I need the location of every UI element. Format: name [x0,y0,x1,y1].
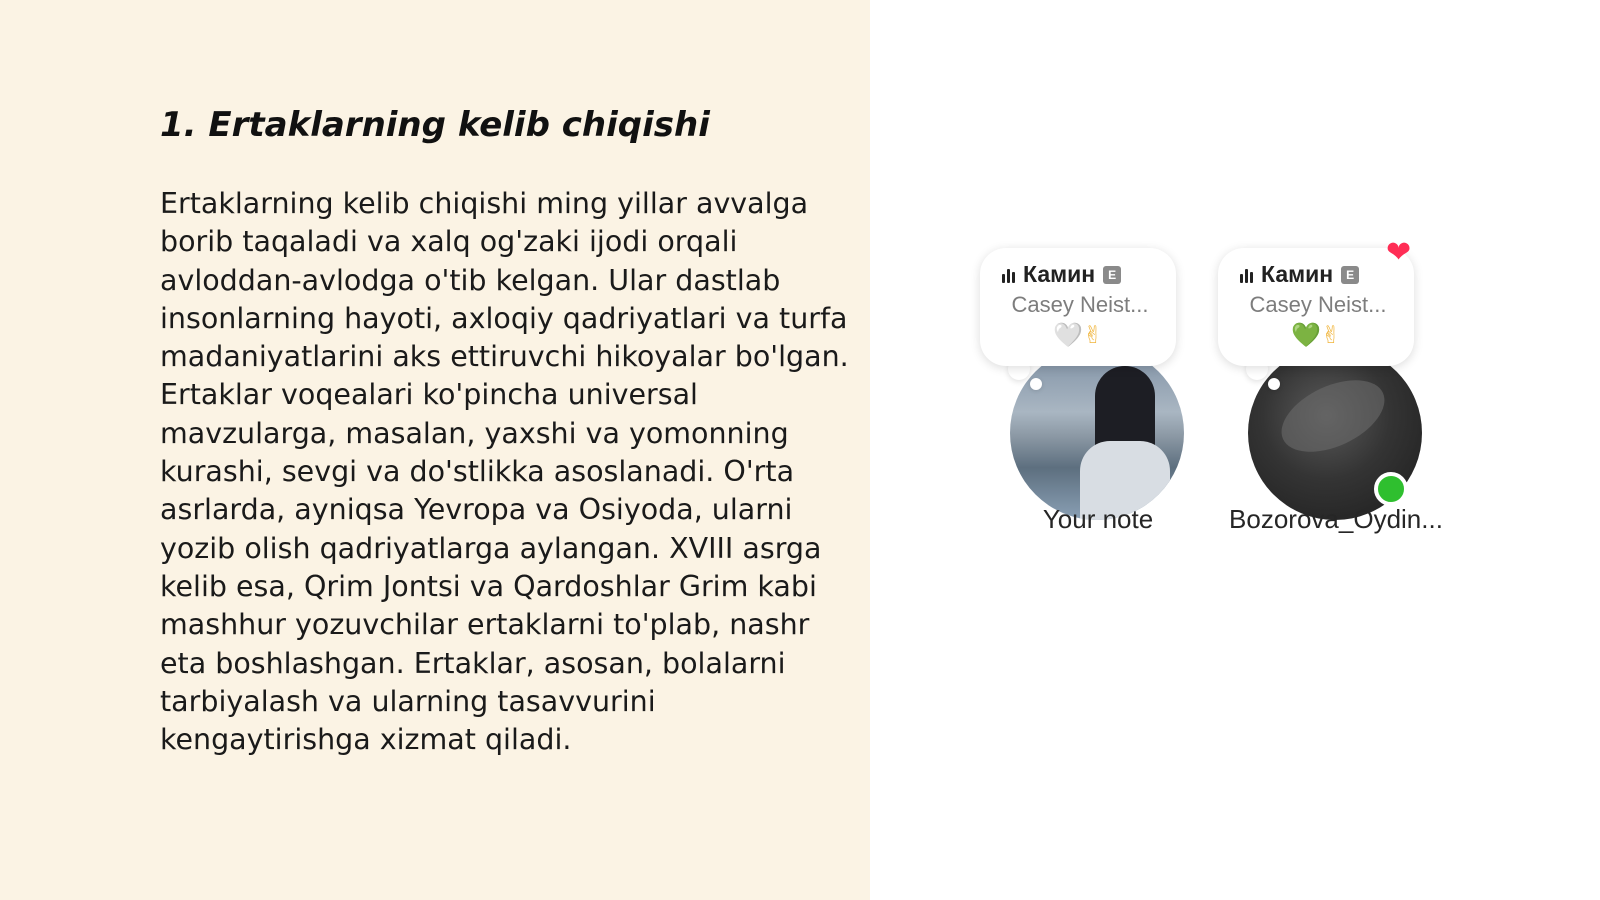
online-status-icon [1374,472,1408,506]
avatar[interactable] [1010,346,1184,520]
avatar-shape [1270,366,1395,467]
explicit-icon: E [1341,266,1359,284]
note-card-friend[interactable] [1218,235,1454,568]
explicit-icon: E [1103,266,1121,284]
section-heading: 1. Ertaklarning kelib chiqishi [160,105,710,145]
song-row [1002,261,1121,288]
song-title: Камин [1023,261,1096,287]
section-body: Ertaklarning kelib chiqishi ming yillar avvalga borib taqaladi va xalq og'zaki ijodi orqali avloddan-avlodga o'tib kelgan. Ular dastlab insonlarning hayoti, axloqiy qadriyatlari va turfa madaniyatlarini aks ettiruvchi hikoyalar bo'lgan. Ertaklar voqealari ko'pincha universal mavzularga, masalan, yaxshi va yomonning kurashi, sevgi va do'stlikka asoslanadi. O'rta asrlarda, ayniqsa Yevropa va Osiyoda, ularni yozib olish qadriyatlarga aylangan. XVIII asrga kelib esa, Qrim Jontsi va Qardoshlar Grim kabi mashhur yozuvchilar ertaklarni to'plab, nashr eta boshlashgan. Ertaklar, asosan, bolalarni tarbiyalash va ularning tasavvurini kengaytirishga xizmat qiladi. [160,187,849,757]
song-row [1240,261,1359,288]
equalizer-icon [1240,267,1253,283]
victory-hand-icon: ✌ [1320,321,1341,349]
like-heart-icon[interactable]: ❤ [1386,235,1412,270]
artist-name: Casey Neist... [1249,292,1387,317]
emoji-row [980,320,1176,350]
note-bubble[interactable] [1218,248,1414,366]
artist-name: Casey Neist... [1011,292,1149,317]
equalizer-icon [1002,267,1015,283]
note-bubble[interactable] [980,248,1176,366]
note-label[interactable]: Bozorova_Oydin... [1229,504,1443,534]
note-label[interactable]: Your note [1042,504,1154,534]
white-heart-icon: 🤍 [1053,321,1083,349]
bubble-tail-dot-small [1268,378,1280,390]
bubble-tail-dot-small [1030,378,1042,390]
emoji-row [1218,320,1414,350]
victory-hand-icon: ✌ [1082,321,1103,349]
green-heart-icon: 💚 [1291,321,1321,349]
note-card-your-note[interactable] [980,248,1216,568]
song-title: Камин [1261,261,1334,287]
